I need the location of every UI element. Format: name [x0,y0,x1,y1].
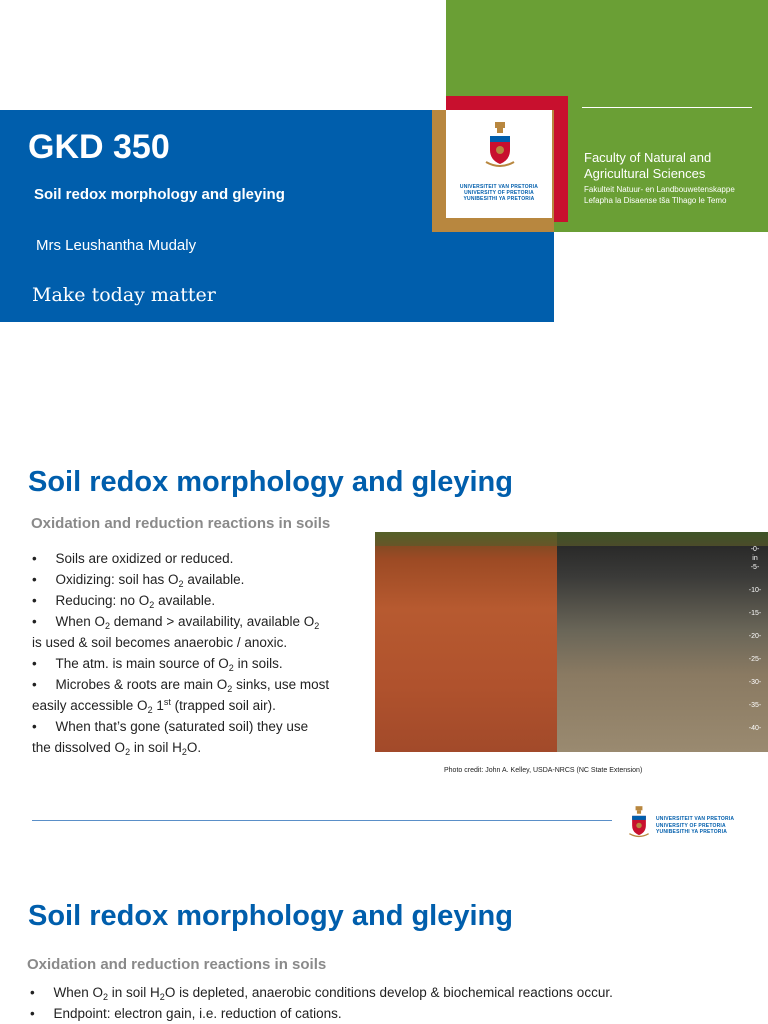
list-item: • When $O_2$ demand > availability, available $O_2$ [32,614,320,631]
bullet-list [30,982,750,1024]
slide-subtitle: Oxidation and reduction reactions in soils [27,956,327,973]
university-name-afrikaans: UNIVERSITEIT VAN PRETORIA [459,184,539,190]
ruler-label: -30- [748,679,762,686]
depth-ruler [747,546,763,746]
photo-credit: Photo credit: John A. Kelley, USDA-NRCS (NC State Extension) [444,767,643,774]
ruler-label: -20- [748,633,762,640]
university-name-zulu: YUNIBESITHI YA PRETORIA [463,196,535,202]
list-item: • When that’s gone (saturated soil) they use [32,719,309,734]
slide-subtitle: Oxidation and reduction reactions in soils [31,515,331,532]
university-crest-icon [628,804,650,840]
university-name-afrikaans: UNIVERSITEIT VAN PRETORIA [656,816,735,822]
ruler-label: -5- [750,564,760,571]
faculty-name-afrikaans: Fakulteit Natuur- en Landbouwetenskappe [584,185,735,194]
ruler-label: -35- [748,702,762,709]
surface-vegetation [375,532,768,546]
slogan: Make today matter [32,284,216,306]
slide-title: Soil redox morphology and gleying [28,466,513,498]
bullet-list [32,548,362,758]
oxidized-soil-profile [375,532,557,752]
university-name-text [448,184,550,202]
university-name-english: UNIVERSITY OF PRETORIA [464,190,534,196]
ruler-label: -0- [750,546,760,553]
faculty-name-sepedi: Lefapha la Disaense tša Tlhago le Temo [584,196,727,205]
ruler-label: -15- [748,610,762,617]
lecturer-name: Mrs Leushantha Mudaly [36,237,197,254]
course-code: GKD 350 [28,128,170,166]
ruler-label: -10- [748,587,762,594]
list-item-continuation: is used & soil becomes anaerobic / anoxic. [32,635,288,650]
ruler-label: in [752,555,758,562]
list-item: • Microbes & roots are main $O_2$ sinks, use most [32,677,330,694]
list-item: • When $O_2$ in soil $H_2O$ is depleted, anaerobic conditions develop & biochemical reactions occur. [30,985,613,1002]
slide-title: Soil redox morphology and gleying [28,900,513,932]
footer-divider [32,820,612,821]
university-crest-icon [484,120,516,170]
list-item: • Oxidizing: soil has $O_2$ available. [32,572,245,589]
list-item: • Soils are oxidized or reduced. [32,551,234,566]
faculty-name-english: Faculty of Natural and Agricultural Sciences [584,150,712,181]
university-name-zulu: YUNIBESITHI YA PRETORIA [656,829,728,835]
list-item: • The atm. is main source of $O_2$ in soils. [32,656,283,673]
faculty-divider [582,107,752,108]
list-item-continuation: easily accessible $O_2$ 1st (trapped soil air). [32,697,276,715]
faculty-name-other-languages [584,184,768,206]
ruler-label: -25- [748,656,762,663]
lecture-subtitle: Soil redox morphology and gleying [34,186,285,203]
university-name-english: UNIVERSITY OF PRETORIA [656,822,726,829]
list-item: • Endpoint: electron gain, i.e. reduction of cations. [30,1006,342,1021]
reduced-soil-profile [557,532,768,752]
content-slide-2 [0,850,768,1024]
title-slide [0,0,768,430]
ruler-label: -40- [748,725,762,732]
content-slide-1 [0,430,768,850]
soil-profile-photo [375,532,768,752]
university-name-text [656,816,734,836]
list-item-continuation: the dissolved $O_2$ in soil $H_2O$. [32,740,202,757]
list-item: • Reducing: no $O_2$ available. [32,593,216,610]
